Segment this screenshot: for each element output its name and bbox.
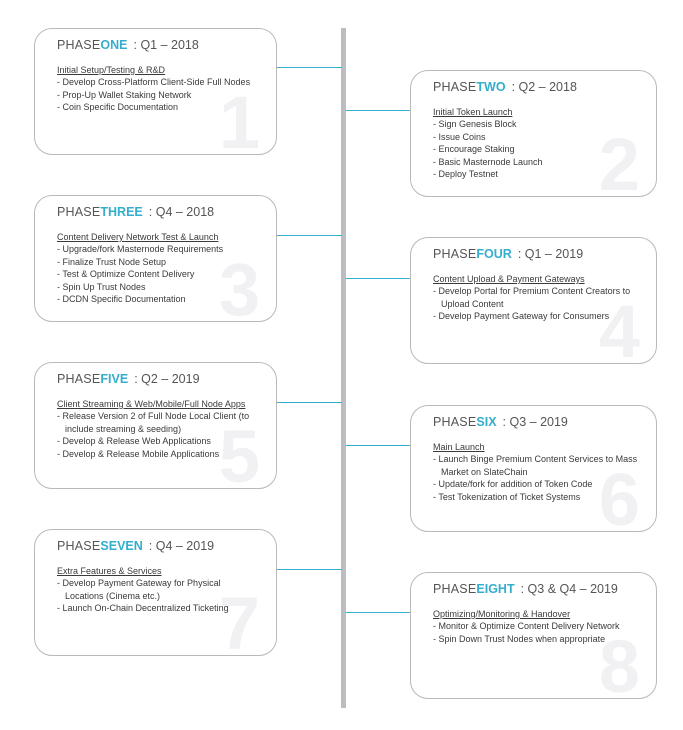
list-item: - Finalize Trust Node Setup bbox=[57, 256, 260, 269]
phase-number: 5 bbox=[218, 415, 260, 489]
phase-items bbox=[57, 243, 260, 306]
phase-subtitle: Optimizing/Monitoring & Handover bbox=[433, 609, 571, 619]
phase-card-four bbox=[410, 237, 657, 364]
phase-title: PHASETWO : Q2 – 2018 bbox=[433, 80, 577, 94]
list-item: - Launch Binge Premium Content Services to Mass Market on SlateChain bbox=[433, 453, 640, 478]
phase-card-one bbox=[34, 28, 277, 155]
phase-items bbox=[57, 577, 260, 615]
phase-subtitle: Client Streaming & Web/Mobile/Full Node Apps bbox=[57, 399, 246, 409]
phase-items bbox=[57, 76, 260, 114]
list-item: - Basic Masternode Launch bbox=[433, 156, 640, 169]
list-item: - DCDN Specific Documentation bbox=[57, 293, 260, 306]
list-item: - Deploy Testnet bbox=[433, 168, 640, 181]
phase-items bbox=[433, 453, 640, 503]
connector-phase-six bbox=[346, 445, 410, 446]
phase-card-five bbox=[34, 362, 277, 489]
phase-number: 7 bbox=[218, 582, 260, 656]
phase-title: PHASESEVEN : Q4 – 2019 bbox=[57, 539, 215, 553]
phase-title: PHASETHREE : Q4 – 2018 bbox=[57, 205, 215, 219]
list-item: - Spin Down Trust Nodes when appropriate bbox=[433, 633, 640, 646]
connector-phase-eight bbox=[346, 612, 410, 613]
phase-card-six bbox=[410, 405, 657, 532]
phase-subtitle: Main Launch bbox=[433, 442, 485, 452]
list-item: - Develop Portal for Premium Content Creators to Upload Content bbox=[433, 285, 640, 310]
phase-title: PHASEFOUR : Q1 – 2019 bbox=[433, 247, 584, 261]
phase-number: 2 bbox=[598, 123, 640, 197]
phase-subtitle: Content Delivery Network Test & Launch bbox=[57, 232, 219, 242]
list-item: - Release Version 2 of Full Node Local Client (to include streaming & seeding) bbox=[57, 410, 260, 435]
phase-number: 1 bbox=[218, 81, 260, 155]
connector-phase-three bbox=[276, 235, 342, 236]
connector-phase-two bbox=[346, 110, 410, 111]
timeline-spine bbox=[341, 28, 346, 708]
connector-phase-one bbox=[276, 67, 342, 68]
phase-card-three bbox=[34, 195, 277, 322]
list-item: - Launch On-Chain Decentralized Ticketing bbox=[57, 602, 260, 615]
phase-subtitle: Initial Token Launch bbox=[433, 107, 513, 117]
phase-items bbox=[433, 620, 640, 645]
list-item: - Develop & Release Web Applications bbox=[57, 435, 260, 448]
list-item: - Spin Up Trust Nodes bbox=[57, 281, 260, 294]
list-item: - Prop-Up Wallet Staking Network bbox=[57, 89, 260, 102]
phase-number: 4 bbox=[598, 290, 640, 364]
list-item: - Upgrade/fork Masternode Requirements bbox=[57, 243, 260, 256]
phase-title: PHASEONE : Q1 – 2018 bbox=[57, 38, 199, 52]
phase-title: PHASEEIGHT : Q3 & Q4 – 2019 bbox=[433, 582, 618, 596]
list-item: - Test & Optimize Content Delivery bbox=[57, 268, 260, 281]
list-item: - Encourage Staking bbox=[433, 143, 640, 156]
phase-card-seven bbox=[34, 529, 277, 656]
list-item: - Develop Cross-Platform Client-Side Full Nodes bbox=[57, 76, 260, 89]
phase-number: 8 bbox=[598, 625, 640, 699]
phase-card-eight bbox=[410, 572, 657, 699]
phase-title: PHASESIX : Q3 – 2019 bbox=[433, 415, 568, 429]
phase-subtitle: Content Upload & Payment Gateways bbox=[433, 274, 585, 284]
list-item: - Issue Coins bbox=[433, 131, 640, 144]
phase-number: 6 bbox=[598, 458, 640, 532]
phase-number: 3 bbox=[218, 248, 260, 322]
list-item: - Monitor & Optimize Content Delivery Network bbox=[433, 620, 640, 633]
list-item: - Develop Payment Gateway for Physical Locations (Cinema etc.) bbox=[57, 577, 260, 602]
list-item: - Update/fork for addition of Token Code bbox=[433, 478, 640, 491]
list-item: - Develop & Release Mobile Applications bbox=[57, 448, 260, 461]
phase-items bbox=[433, 118, 640, 181]
list-item: - Develop Payment Gateway for Consumers bbox=[433, 310, 640, 323]
list-item: - Coin Specific Documentation bbox=[57, 101, 260, 114]
phase-items bbox=[433, 285, 640, 323]
connector-phase-four bbox=[346, 278, 410, 279]
phase-subtitle: Initial Setup/Testing & R&D bbox=[57, 65, 166, 75]
phase-title: PHASEFIVE : Q2 – 2019 bbox=[57, 372, 200, 386]
list-item: - Test Tokenization of Ticket Systems bbox=[433, 491, 640, 504]
connector-phase-five bbox=[276, 402, 342, 403]
list-item: - Sign Genesis Block bbox=[433, 118, 640, 131]
connector-phase-seven bbox=[276, 569, 342, 570]
phase-subtitle: Extra Features & Services bbox=[57, 566, 162, 576]
phase-items bbox=[57, 410, 260, 460]
phase-card-two bbox=[410, 70, 657, 197]
